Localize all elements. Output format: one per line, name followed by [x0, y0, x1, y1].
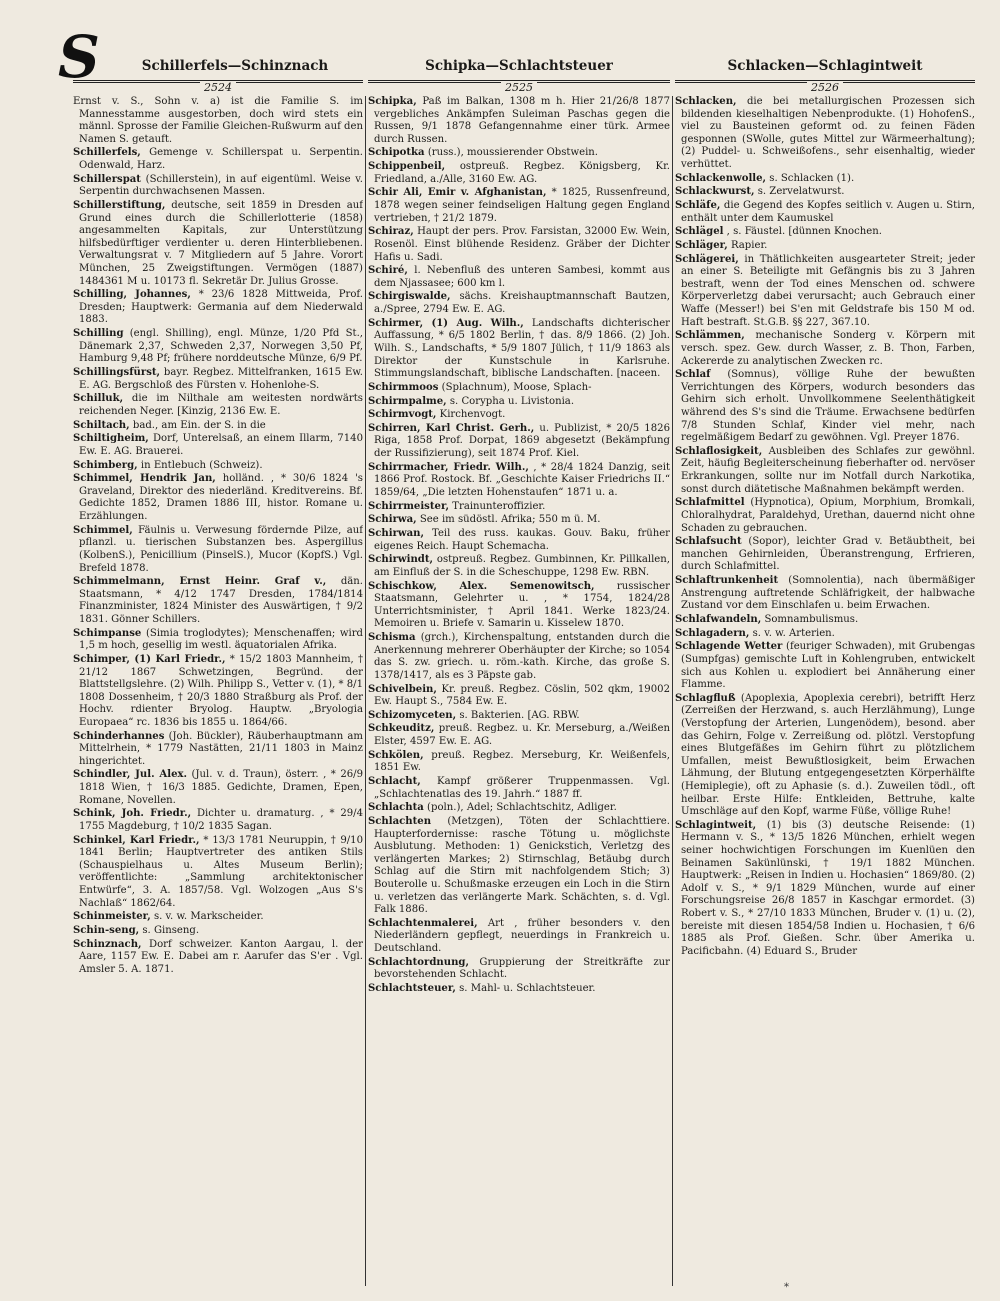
- dictionary-entry: [368, 226, 670, 264]
- entry-headword: Schirmmoos: [368, 381, 439, 393]
- dictionary-entry: [368, 802, 670, 815]
- entry-headword: Schlagende Wetter: [675, 641, 783, 653]
- entry-headword: Schlaftrunkenheit: [675, 575, 779, 587]
- dictionary-entry: [675, 641, 975, 691]
- entry-text: Teil des russ. kaukas. Gouv. Baku, früher eigenes Reich. Haupt Schemacha.: [374, 528, 670, 552]
- entry-text: Trainunteroffizier.: [449, 500, 546, 512]
- entry-headword: Schilling: [73, 328, 124, 340]
- dictionary-entry: [368, 632, 670, 682]
- entry-headword: Schisma: [368, 632, 416, 644]
- entry-headword: Schlacken,: [675, 96, 737, 107]
- entry-text: ostpreuß. Regbez. Königsberg, Kr. Friedland, a./Alle, 3160 Ew. AG.: [374, 161, 670, 185]
- entry-text: s. Schlacken (1).: [766, 172, 855, 184]
- dictionary-entry: [368, 957, 670, 982]
- entry-headword: Schillingsfürst,: [73, 367, 161, 379]
- entry-text: (poln.), Adel; Schlachtschitz, Adliger.: [423, 802, 617, 814]
- entry-text: (Somnus), völlige Ruhe der bewußten Verrichtungen des Körpers, wodurch besonders das Gehirn sich erholt. Unvollkommene Seelenthätigkeit während des S's sind die Träume. Erwachsene bedürfen 7/8 Stunden Schlaf, Kinder viel mehr, nach regelmäßigem Bedarf zu gewöhnen. Vgl. Preyer 1876.: [681, 369, 975, 444]
- dictionary-entry: [368, 723, 670, 748]
- dictionary-entry: [368, 96, 670, 146]
- entry-headword: Schirrmeister,: [368, 500, 450, 512]
- entry-headword: Schin-seng,: [73, 924, 140, 936]
- dictionary-entry: [368, 265, 670, 290]
- entry-text: (Apoplexia, Apoplexia cerebri), betrifft Herz (Zerreißen der Herzwand, s. auch Herzlähmung), Lunge (Verstopfung der Arterien, Lungenödem), besond. aber das Gehirn, Folge v. Zerreißung od. plötzl. Verstopfung eines Blutgefäßes im Gehirn führt zu plötzlichem Umfallen, meist Bewußtlosigkeit, beim Erwachen Lähmung, der Blutung entgegengesetzten Körperhälfte (Hemiplegie), oft zu Aphasie (s. d.). Zuweilen tödl., oft heilbar. Erste Hilfe: Entkleiden, Bettruhe, kalte Umschläge auf den Kopf, warme Füße, völlige Ruhe!: [681, 692, 975, 818]
- entry-text: dän. Staatsmann, * 4/12 1747 Dresden, 1784/1814 Finanzminister, 1824 Minister des Auswärtigen, † 9/2 1831. Gönner Schillers.: [79, 576, 363, 625]
- column-left: [73, 96, 363, 1291]
- column-right: [675, 96, 975, 1291]
- entry-text: preuß. Regbez. Merseburg, Kr. Weißenfels, 1851 Ew.: [374, 749, 670, 774]
- entry-text: die bei metallurgischen Prozessen sich bildenden kieselhaltigen Nebenprodukte. (1) HohofenS., viel zu Bausteinen geformt od. zu feinen Fäden gesponnen (SWolle, gutes Mittel zur Wärmeerhaltung); (2) Puddel- u. Schweißofens., sehr eisenhaltig, wieder verhüttet.: [681, 96, 975, 170]
- entry-headword: Schlafwandeln,: [675, 613, 762, 625]
- entry-headword: Schlachten: [368, 816, 432, 827]
- dictionary-entry: [368, 528, 670, 553]
- entry-headword: Schindler, Jul. Alex.: [73, 769, 188, 781]
- dictionary-entry: [675, 614, 975, 627]
- entry-text: mechanische Sonderg v. Körpern mit versch. spez. Gew. durch Wasser, z. B. Thon, Farben, Ackererde zu analytischen Zwecken rc.: [681, 330, 975, 367]
- dictionary-entry: [368, 816, 670, 917]
- entry-text: Paß im Balkan, 1308 m h. Hier 21/26/8 1877 vergebliches Ankämpfen Suleiman Paschas gegen die Russen, 9/1 1878 Gefangennahme einer türk. Armee durch Russen.: [374, 96, 670, 145]
- dictionary-entry: [73, 460, 363, 473]
- dictionary-entry: [368, 161, 670, 186]
- entry-headword: Schimmel, Hendrik Jan,: [73, 473, 216, 485]
- entry-headword: Schlachtenmalerei,: [368, 917, 478, 929]
- entry-headword: Schillerstiftung,: [73, 200, 166, 212]
- entry-text: (Sopor), leichter Grad v. Betäubtheit, bei manchen Gehirnleiden, Überanstrengung, Erfrieren, durch Schlafmittel.: [681, 536, 975, 573]
- entry-text: in Thätlichkeiten ausgearteter Streit; jeder an einer S. Beteiligte mit Gefängnis bis zu 3 Jahren bestraft, wenn der Tod eines Menschen od. schwere Körperverletzg dabei verursacht; auch Gebrauch einer Waffe (Messer!) bei S'en mit Geldstrafe bis 150 M od. Haft bestraft. St.G.B. §§ 227, 367.10.: [681, 253, 975, 328]
- dictionary-entry: [73, 731, 363, 769]
- dictionary-entry: [675, 628, 975, 641]
- entry-headword: Schlackenwolle,: [675, 172, 767, 184]
- column-divider: [365, 96, 366, 1286]
- dictionary-entry: [73, 473, 363, 523]
- entry-headword: Schilling, Johannes,: [73, 289, 191, 301]
- dictionary-entry: [73, 628, 363, 653]
- dictionary-entry: [73, 96, 363, 146]
- entry-headword: Schimper, (1) Karl Friedr.,: [73, 653, 226, 665]
- entry-headword: Schinznach,: [73, 938, 142, 950]
- dictionary-entry: [675, 330, 975, 368]
- dictionary-entry: [675, 536, 975, 574]
- entry-headword: Schizomyceten,: [368, 709, 457, 721]
- entry-text: See im südöstl. Afrika; 550 m ü. M.: [416, 514, 601, 526]
- page-number-right: 2526: [807, 81, 843, 94]
- dictionary-entry: [675, 226, 975, 239]
- entry-headword: Schlackwurst,: [675, 186, 755, 198]
- entry-text: (Schillerstein), in auf eigentüml. Weise v. Serpentin durchwachsenen Massen.: [79, 173, 363, 198]
- dictionary-entry: [675, 254, 975, 330]
- entry-text: in Entlebuch (Schweiz).: [137, 459, 263, 471]
- dictionary-entry: [73, 925, 363, 938]
- dictionary-entry: [675, 200, 975, 225]
- entry-text: Ausbleiben des Schlafes zur gewöhnl. Zeit, häufig Begleiterscheinung fieberhafter od. nervöser Erkrankungen, sollte nur im Notfall durch Narkotika, sonst durch diätetische Maßnahmen bekämpft werden.: [681, 445, 975, 495]
- header-right: Schlacken—Schlagintweit: [727, 58, 923, 74]
- entry-headword: Schir Ali, Emir v. Afghanistan,: [368, 187, 547, 199]
- dictionary-entry: [73, 174, 363, 199]
- entry-text: , s. Fäustel. [dünnen Knochen.: [723, 226, 882, 238]
- dictionary-entry: [368, 423, 670, 461]
- entry-text: sächs. Kreishauptmannschaft Bautzen, a./Spree, 2794 Ew. E. AG.: [374, 291, 670, 316]
- entry-text: s. v. w. Arterien.: [749, 627, 835, 639]
- dictionary-entry: [675, 96, 975, 172]
- entry-text: (1) bis (3) deutsche Reisende: (1) Hermann v. S., * 13/5 1826 München, erhielt wegen seiner hochwichtigen Forschungen im Kuenlüen den Beinamen Sakünlünski, † 19/1 1882 München. Hauptwerk: „Reisen in Indien u. Hochasien“ 1869/80. (2) Adolf v. S., * 9/1 1829 München, wurde auf einer Forschungsreise 26/8 1857 in Kaschgar ermordet. (3) Robert v. S., * 27/10 1833 München, Bruder v. (1) u. (2), bereiste mit diesen 1854/58 Indien u. Hochasien, † 6/6 1885 als Prof. Gießen. Schr. über Amerika u. Pacificbahn. (4) Eduard S., Bruder: [681, 819, 975, 957]
- entry-text: Haupt der pers. Prov. Farsistan, 32000 Ew. Wein, Rosenöl. Einst blühende Residenz. Gräber der Dichter Hafis u. Sadi.: [374, 226, 670, 263]
- entry-headword: Schipka,: [368, 96, 417, 107]
- entry-headword: Schirren, Karl Christ. Gerh.,: [368, 422, 535, 434]
- dictionary-entry: [73, 769, 363, 807]
- entry-text: s. Corypha u. Livistonia.: [446, 395, 575, 407]
- entry-text: (Jul. v. d. Traun), österr. , * 26/9 1818 Wien, † 16/3 1885. Gedichte, Dramen, Epen, Romane, Novellen.: [79, 769, 363, 806]
- entry-text: Ernst v. S., Sohn v. a) ist die Familie S. im Mannesstamme ausgestorben, doch wird stets ein männl. Sprosse der Familie Gleichen-Rußwurm auf den Namen S. getauft.: [73, 96, 363, 145]
- entry-headword: Schkölen,: [368, 749, 424, 761]
- entry-text: u. Publizist, * 20/5 1826 Riga, 1858 Prof. Dorpat, 1869 abgesetzt (Bekämpfung der Russifizierung), seit 1874 Prof. Kiel.: [374, 422, 670, 460]
- entry-text: (feuriger Schwaden), mit Grubengas (Sumpfgas) gemischte Luft in Kohlengruben, entwickelt sich aus Kohlen u. explodiert bei Annäherung einer Flamme.: [681, 641, 975, 691]
- entry-text: russischer Staatsmann, Gelehrter u. , * 1754, 1824/28 Unterrichtsminister, † April 1841. Werke 1823/24. Memoiren u. Briefe v. Samarin u. Kisselew 1870.: [374, 580, 670, 630]
- entry-text: Kr. preuß. Regbez. Cöslin, 502 qkm, 19002 Ew. Haupt S., 7584 Ew. E.: [374, 683, 670, 708]
- entry-text: (Simia troglodytes); Menschenaffen; wird 1,5 m hoch, gesellig im westl. äquatorialen Afrika.: [79, 627, 363, 652]
- dictionary-entry: [368, 396, 670, 409]
- entry-headword: Schirgiswalde,: [368, 291, 451, 303]
- column-center: [368, 96, 670, 1291]
- entry-headword: Schiltach,: [73, 419, 130, 431]
- dictionary-entry: [73, 808, 363, 833]
- dictionary-entry: [675, 446, 975, 496]
- dictionary-entry: [368, 147, 670, 160]
- entry-headword: Schimmel,: [73, 524, 133, 536]
- entry-headword: Schinmeister,: [73, 911, 151, 923]
- dictionary-entry: [73, 576, 363, 626]
- dictionary-entry: [368, 750, 670, 775]
- section-letter: S: [58, 23, 100, 91]
- entry-headword: Schlafmittel: [675, 497, 745, 509]
- entry-headword: Schlacht,: [368, 776, 421, 788]
- entry-text: deutsche, seit 1859 in Dresden auf Grund eines durch die Schillerlotterie (1858) angesammelten Kapitals, zur Unterstützung hilfsbedürftiger verdienter u. deren Hinterbliebenen. Verwaltungsrat v. 7 Mitgliedern auf 5 Jahre. Vorort München, 25 Zweigstiftungen. Vermögen (1887) 1484361 M u. 10173 fl. Sekretär Dr. Julius Grosse.: [79, 200, 363, 287]
- dictionary-entry: [675, 575, 975, 613]
- entry-headword: Schläger,: [675, 240, 728, 251]
- entry-headword: Schink, Joh. Friedr.,: [73, 808, 192, 820]
- dictionary-entry: [675, 186, 975, 199]
- entry-headword: Schirmer, (1) Aug. Wilh.,: [368, 317, 524, 329]
- dictionary-entry: [368, 187, 670, 225]
- dictionary-entry: [368, 918, 670, 956]
- dictionary-entry: [368, 462, 670, 500]
- entry-text: Kampf größerer Truppenmassen. Vgl. „Schlachtenatlas des 19. Jahrh.“ 1887 ff.: [374, 776, 670, 800]
- entry-text: * 23/6 1828 Mittweida, Prof. Dresden; Hauptwerk: Germania auf dem Niederwald 1883.: [79, 289, 363, 326]
- entry-text: s. v. w. Markscheider.: [150, 911, 264, 923]
- entry-headword: Schlafsucht: [675, 536, 742, 548]
- dictionary-entry: [368, 554, 670, 579]
- column-divider: [672, 96, 673, 1286]
- entry-headword: Schiltigheim,: [73, 433, 149, 445]
- dictionary-entry: [73, 420, 363, 433]
- entry-headword: Schiré,: [368, 265, 408, 277]
- dictionary-entry: [368, 776, 670, 801]
- dictionary-entry: [368, 318, 670, 381]
- entry-text: die Gegend des Kopfes seitlich v. Augen u. Stirn, enthält unter dem Kaumuskel: [681, 200, 975, 224]
- dictionary-entry: [368, 501, 670, 514]
- entry-text: * 15/2 1803 Mannheim, † 21/12 1867 Schwetzingen, Begründ. der Blattstellgslehre. (2) Wilh. Philipp S., Vetter v. (1), * 8/1 1808 Dossenheim, † 20/3 1880 Straßburg als Prof. der Hochv. rdienter Bryolog. Hauptw. „Bryologia Europaea“ rc. 1836 bis 1855 u. 1864/66.: [79, 653, 363, 728]
- entry-headword: Schiraz,: [368, 226, 414, 238]
- entry-headword: Schipotka: [368, 147, 425, 159]
- entry-headword: Schimpanse: [73, 627, 142, 639]
- entry-text: s. Mahl- u. Schlachtsteuer.: [455, 983, 596, 994]
- dictionary-entry: [368, 983, 670, 996]
- header-left: Schillerfels—Schinznach: [141, 58, 329, 74]
- header-center: Schipka—Schlachtsteuer: [425, 58, 613, 74]
- dictionary-entry: [73, 911, 363, 924]
- dictionary-entry: [73, 393, 363, 418]
- entry-headword: Schippenbeil,: [368, 161, 446, 173]
- entry-text: Dorf schweizer. Kanton Aargau, l. der Aare, 1157 Ew. E. Dabei am r. Aarufer das S'er . Vgl. Amsler 5. A. 1871.: [79, 938, 363, 975]
- entry-text: * 13/3 1781 Neuruppin, † 9/10 1841 Berlin; Hauptvertreter des antiken Stils (Schauspielhaus u. Altes Museum Berlin); veröffentlichte: „Sammlung architektonischer Entwürfe“, 3. A. 1857/58. Vgl. Wolzogen „Aus S's Nachlaß“ 1862/64.: [79, 834, 363, 909]
- entry-text: holländ. , * 30/6 1824 's Graveland, Direktor des niederländ. Kreditvereins. Bf. Gedichte 1852, Dramen 1886 III, histor. Romane u. Erzählungen.: [79, 473, 363, 523]
- dictionary-entry: [675, 240, 975, 253]
- entry-headword: Schlägel: [675, 226, 724, 238]
- dictionary-entry: [73, 289, 363, 327]
- dictionary-entry: [368, 581, 670, 631]
- entry-text: preuß. Regbez. u. Kr. Merseburg, a./Weißen Elster, 4597 Ew. E. AG.: [374, 723, 670, 748]
- dictionary-entry: [368, 684, 670, 709]
- entry-text: Kirchenvogt.: [436, 409, 506, 421]
- entry-headword: Schirwindt,: [368, 554, 434, 566]
- entry-headword: Schirwa,: [368, 514, 417, 526]
- dictionary-entry: [675, 369, 975, 445]
- entry-headword: Schillerfels,: [73, 147, 141, 159]
- dictionary-entry: [675, 820, 975, 959]
- entry-headword: Schlagfluß: [675, 692, 736, 704]
- entry-text: s. Zervelatwurst.: [754, 186, 845, 198]
- entry-headword: Schirrmacher, Friedr. Wilh.,: [368, 461, 529, 473]
- dictionary-entry: [73, 525, 363, 575]
- dictionary-entry: [73, 147, 363, 172]
- page-number-left: 2524: [200, 81, 236, 94]
- entry-headword: Schlaf: [675, 369, 711, 381]
- entry-text: (Metzgen), Töten der Schlachttiere. Haupterfordernisse: rasche Tötung u. möglichste Ausblutung. Methoden: 1) Genickstich, Verletzg des verlängerten Markes; 2) Stirnschlag, Betäubg durch Schlag auf die Stirn mit nachfolgendem Stich; 3) Bouterolle u. Schußmaske erzeugen ein Loch in die Stirn u. verletzen das verlängerte Mark. Schächten, s. d. Vgl. Falk 1886.: [374, 816, 670, 916]
- dictionary-entry: [73, 367, 363, 392]
- entry-text: Gruppierung der Streitkräfte zur bevorstehenden Schlacht.: [374, 956, 670, 981]
- entry-headword: Schlachtsteuer,: [368, 983, 456, 994]
- dictionary-entry: [73, 433, 363, 458]
- entry-headword: Schinderhannes: [73, 730, 165, 742]
- entry-text: * 1825, Russenfreund, 1878 wegen seiner feindseligen Haltung gegen England vertrieben, † 21/2 1879.: [374, 187, 670, 224]
- entry-headword: Schinkel, Karl Friedr.,: [73, 834, 200, 846]
- entry-text: Rapier.: [727, 240, 768, 251]
- dictionary-entry: [368, 409, 670, 422]
- entry-text: die im Nilthale am weitesten nordwärts reichenden Neger. [Kinzig, 2136 Ew. E.: [79, 393, 363, 417]
- entry-headword: Schirmpalme,: [368, 395, 447, 407]
- entry-text: (Splachnum), Moose, Splach-: [438, 381, 592, 393]
- entry-headword: Schivelbein,: [368, 683, 437, 695]
- entry-text: Gemenge v. Schillerspat u. Serpentin. Odenwald, Harz.: [79, 147, 363, 172]
- entry-headword: Schillerspat: [73, 173, 141, 185]
- entry-headword: Schlagadern,: [675, 627, 750, 639]
- dictionary-entry: [675, 173, 975, 186]
- dictionary-entry: [73, 200, 363, 288]
- entry-text: Dichter u. dramaturg. , * 29/4 1755 Magdeburg, † 10/2 1835 Sagan.: [79, 808, 363, 832]
- entry-text: , * 28/4 1824 Danzig, seit 1866 Prof. Rostock. Bf. „Geschichte Kaiser Friedrichs II.“ 1859/64, „Die letzten Hohenstaufen“ 1871 u. a.: [374, 461, 670, 498]
- entry-headword: Schischkow, Alex. Semenowitsch,: [368, 580, 595, 592]
- dictionary-entry: [675, 693, 975, 819]
- entry-text: Somnambulismus.: [761, 613, 859, 625]
- entry-text: (grch.), Kirchenspaltung, entstanden durch die Anerkennung mehrerer Oberhäupter der Kirche; so 1054 das S. zw. griech. u. röm.-kath. Kirche, das große S. 1378/1417, als es 3 Päpste gab.: [374, 632, 670, 681]
- entry-text: Landschafts dichterischer Auffassung, * 6/5 1802 Berlin, † das. 8/9 1866. (2) Joh. Wilh. S., Landschafts, * 5/9 1807 Jülich, † 11/9 1863 als Direktor der Kunstschule in Karlsruhe. Stimmungslandschaft, biblische Landschaften. [naceen.: [374, 317, 670, 380]
- dictionary-entry: [368, 514, 670, 527]
- entry-headword: Schimberg,: [73, 459, 138, 471]
- dictionary-entry: [368, 291, 670, 316]
- entry-text: Art , früher besonders v. den Niederländern gepflegt, neuerdings in Frankreich u. Deutschland.: [374, 917, 670, 955]
- entry-headword: Schirwan,: [368, 528, 425, 539]
- entry-text: Dorf, Unterelsaß, an einem Illarm, 7140 Ew. E. AG. Brauerei.: [79, 433, 363, 457]
- entry-text: ostpreuß. Regbez. Gumbinnen, Kr. Pillkallen, am Einfluß der S. in die Scheschuppe, 1298 Ew. RBN.: [374, 554, 670, 578]
- entry-headword: Schlagintweit,: [675, 819, 757, 831]
- entry-text: (Somnolentia), nach übermäßiger Anstrengung auftretende Schläfrigkeit, der halbwache Zustand vor dem Einschlafen u. beim Erwachen.: [681, 575, 975, 612]
- entry-text: s. Bakterien. [AG. RBW.: [456, 709, 580, 721]
- entry-headword: Schkeuditz,: [368, 723, 435, 735]
- entry-text: (Hypnotica), Opium, Morphium, Bromkali, Chloralhydrat, Paraldehyd, Urethan, dauernd nicht ohne Schaden zu gebrauchen.: [681, 497, 975, 534]
- dictionary-entry: [675, 497, 975, 535]
- footer-mark: *: [784, 1282, 789, 1293]
- entry-headword: Schimmelmann, Ernst Heinr. Graf v.,: [73, 576, 327, 588]
- entry-text: l. Nebenfluß des unteren Sambesi, kommt aus dem Njassasee; 600 km l.: [374, 265, 670, 289]
- dictionary-entry: [73, 654, 363, 730]
- dictionary-entry: [73, 328, 363, 366]
- entry-text: (engl. Shilling), engl. Münze, 1/20 Pfd St., Dänemark 2,37, Schweden 2,37, Norwegen 3,50 Pf, Hamburg 9,48 Pf; frühere norddeutsche Münze, 6/9 Pf.: [79, 328, 363, 365]
- dictionary-entry: [73, 835, 363, 911]
- entry-text: bad., am Ein. der S. in die: [129, 419, 266, 431]
- entry-headword: Schirmvogt,: [368, 409, 437, 421]
- entry-text: (russ.), moussierender Obstwein.: [424, 147, 599, 159]
- entry-headword: Schlachta: [368, 802, 424, 814]
- page-number-center: 2525: [501, 81, 537, 94]
- entry-text: (Joh. Bückler), Räuberhauptmann am Mittelrhein, * 1779 Nastätten, 21/11 1803 in Mainz hingerichtet.: [79, 730, 363, 767]
- dictionary-entry: [73, 939, 363, 977]
- entry-headword: Schlaflosigkeit,: [675, 445, 763, 457]
- entry-text: s. Ginseng.: [139, 924, 200, 936]
- entry-text: bayr. Regbez. Mittelfranken, 1615 Ew. E. AG. Bergschloß des Fürsten v. Hohenlohe-S.: [79, 367, 363, 391]
- dictionary-entry: [368, 382, 670, 395]
- entry-headword: Schilluk,: [73, 393, 124, 405]
- dictionary-entry: [368, 710, 670, 723]
- entry-headword: Schlachtordnung,: [368, 956, 469, 968]
- entry-headword: Schlämmen,: [675, 330, 745, 342]
- entry-text: Fäulnis u. Verwesung fördernde Pilze, auf pflanzl. u. tierischen Substanzen bes. Aspergillus (KolbenS.), Penicillium (PinselS.), Mucor (KopfS.) Vgl. Brefeld 1878.: [79, 524, 363, 574]
- entry-headword: Schlägerei,: [675, 253, 739, 265]
- entry-headword: Schläfe,: [675, 200, 721, 212]
